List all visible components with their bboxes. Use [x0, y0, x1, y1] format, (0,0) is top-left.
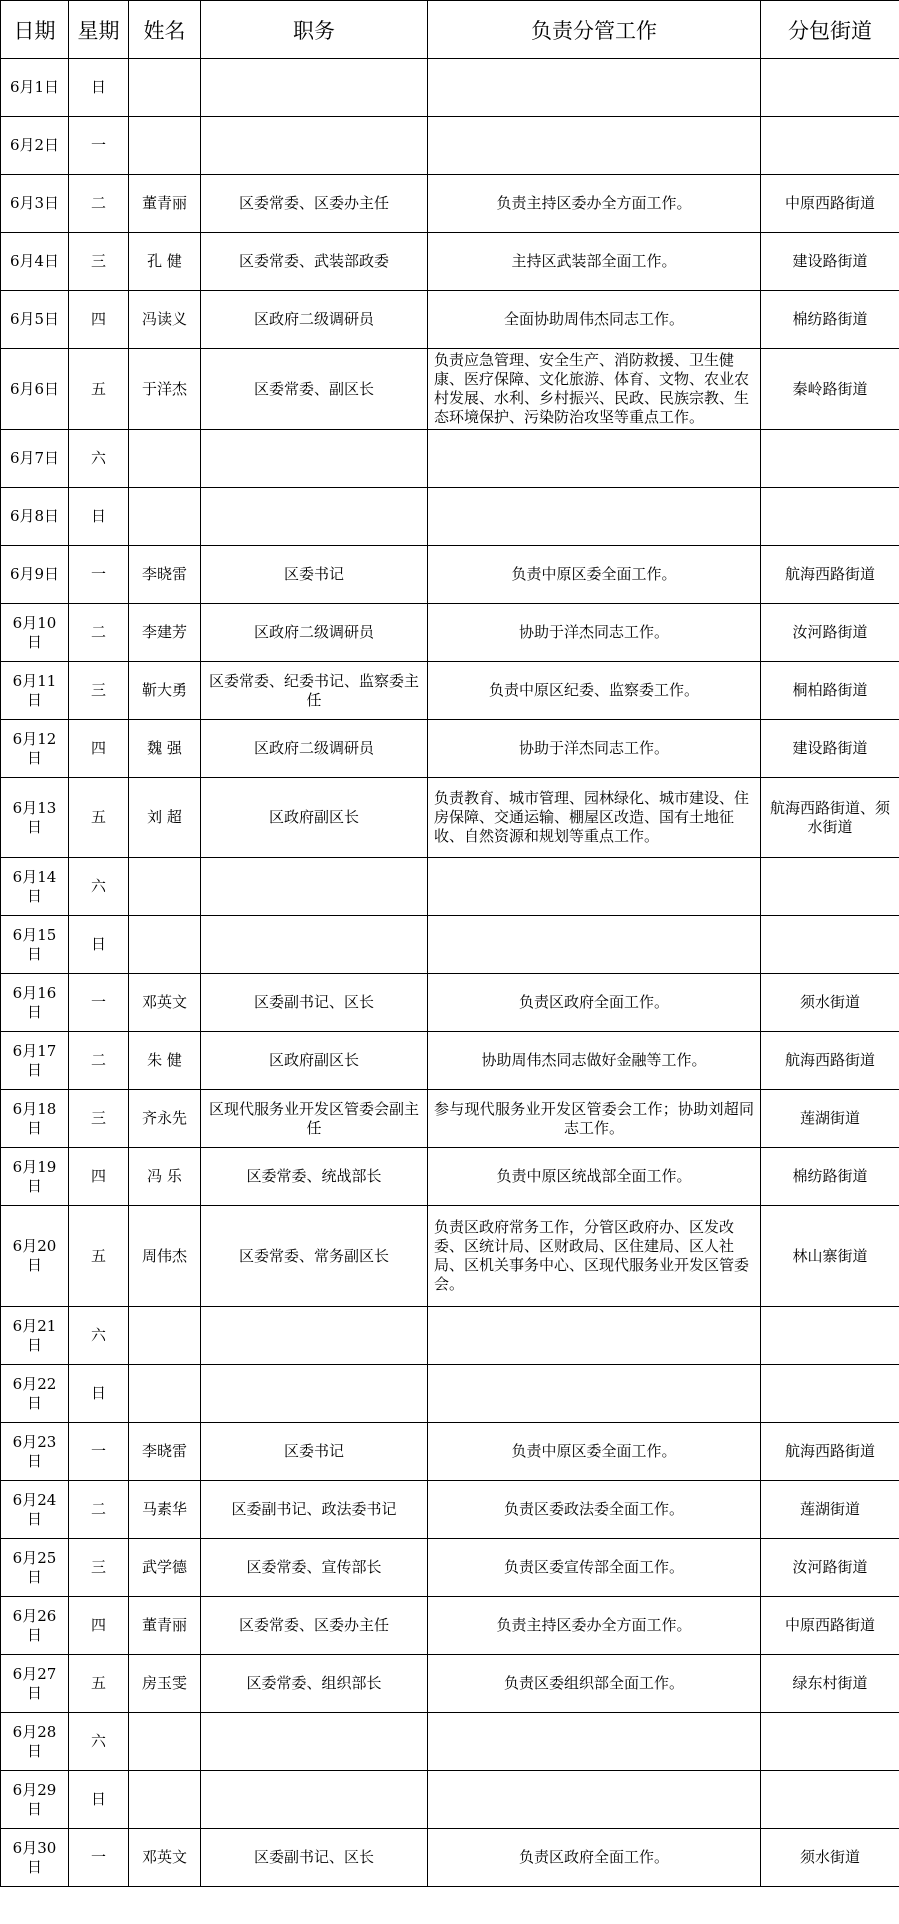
cell-street: [761, 430, 899, 488]
cell-date: 6月3日: [1, 175, 69, 233]
cell-post: 区委常委、武装部政委: [201, 233, 428, 291]
cell-name: 马素华: [129, 1481, 201, 1539]
table-row: [1, 1423, 899, 1481]
table-row: [1, 858, 899, 916]
cell-name: 于洋杰: [129, 349, 201, 430]
cell-date: 6月14日: [1, 858, 69, 916]
cell-street: [761, 59, 899, 117]
cell-post: 区委常委、组织部长: [201, 1655, 428, 1713]
cell-duty: [428, 1771, 761, 1829]
cell-weekday: 一: [69, 117, 129, 175]
table-row: [1, 1365, 899, 1423]
cell-name: 朱 健: [129, 1032, 201, 1090]
table-row: [1, 117, 899, 175]
cell-name: 靳大勇: [129, 662, 201, 720]
cell-weekday: 二: [69, 1481, 129, 1539]
cell-weekday: 五: [69, 349, 129, 430]
table-row: [1, 604, 899, 662]
table-row: [1, 1148, 899, 1206]
cell-name: 冯 乐: [129, 1148, 201, 1206]
cell-weekday: 六: [69, 430, 129, 488]
cell-post: [201, 1307, 428, 1365]
table-row: [1, 1032, 899, 1090]
cell-duty: 负责中原区委全面工作。: [428, 546, 761, 604]
cell-street: 中原西路街道: [761, 1597, 899, 1655]
cell-name: [129, 916, 201, 974]
cell-date: 6月26日: [1, 1597, 69, 1655]
cell-name: 李晓雷: [129, 1423, 201, 1481]
cell-weekday: 六: [69, 1713, 129, 1771]
table-row: [1, 1206, 899, 1307]
cell-duty: 负责中原区委全面工作。: [428, 1423, 761, 1481]
cell-post: 区委常委、副区长: [201, 349, 428, 430]
cell-name: 魏 强: [129, 720, 201, 778]
cell-street: 须水街道: [761, 974, 899, 1032]
cell-post: 区委副书记、区长: [201, 974, 428, 1032]
cell-weekday: 日: [69, 59, 129, 117]
cell-street: 莲湖街道: [761, 1481, 899, 1539]
cell-street: 林山寨街道: [761, 1206, 899, 1307]
header-row: [1, 1, 899, 59]
cell-name: [129, 1771, 201, 1829]
cell-weekday: 一: [69, 1829, 129, 1887]
cell-name: 李建芳: [129, 604, 201, 662]
table-row: [1, 1713, 899, 1771]
table-row: [1, 233, 899, 291]
cell-date: 6月2日: [1, 117, 69, 175]
cell-date: 6月16日: [1, 974, 69, 1032]
cell-post: [201, 916, 428, 974]
cell-street: [761, 1771, 899, 1829]
cell-duty: 参与现代服务业开发区管委会工作；协助刘超同志工作。: [428, 1090, 761, 1148]
table-row: [1, 1481, 899, 1539]
cell-date: 6月6日: [1, 349, 69, 430]
cell-street: 绿东村街道: [761, 1655, 899, 1713]
cell-date: 6月28日: [1, 1713, 69, 1771]
header-street: 分包街道: [761, 1, 899, 59]
cell-name: [129, 1713, 201, 1771]
cell-street: 中原西路街道: [761, 175, 899, 233]
cell-street: 秦岭路街道: [761, 349, 899, 430]
table-row: [1, 59, 899, 117]
cell-duty: [428, 117, 761, 175]
cell-duty: 负责区政府全面工作。: [428, 974, 761, 1032]
cell-street: 莲湖街道: [761, 1090, 899, 1148]
cell-duty: 全面协助周伟杰同志工作。: [428, 291, 761, 349]
cell-date: 6月9日: [1, 546, 69, 604]
table-row: [1, 546, 899, 604]
cell-weekday: 三: [69, 1539, 129, 1597]
cell-date: 6月8日: [1, 488, 69, 546]
cell-street: [761, 488, 899, 546]
table-row: [1, 916, 899, 974]
table-row: [1, 488, 899, 546]
cell-name: 邓英文: [129, 1829, 201, 1887]
table-row: [1, 662, 899, 720]
cell-weekday: 六: [69, 858, 129, 916]
cell-post: 区现代服务业开发区管委会副主任: [201, 1090, 428, 1148]
cell-street: 桐柏路街道: [761, 662, 899, 720]
cell-post: 区政府二级调研员: [201, 720, 428, 778]
cell-name: [129, 1365, 201, 1423]
cell-weekday: 四: [69, 1148, 129, 1206]
cell-date: 6月23日: [1, 1423, 69, 1481]
cell-name: 董青丽: [129, 1597, 201, 1655]
cell-post: 区委书记: [201, 546, 428, 604]
cell-post: 区委常委、区委办主任: [201, 175, 428, 233]
cell-street: [761, 1365, 899, 1423]
cell-weekday: 五: [69, 778, 129, 858]
cell-name: [129, 430, 201, 488]
cell-duty: 负责中原区统战部全面工作。: [428, 1148, 761, 1206]
cell-weekday: 二: [69, 1032, 129, 1090]
cell-post: [201, 1771, 428, 1829]
cell-date: 6月17日: [1, 1032, 69, 1090]
table-row: [1, 1655, 899, 1713]
cell-post: [201, 1365, 428, 1423]
cell-duty: 协助于洋杰同志工作。: [428, 720, 761, 778]
cell-name: [129, 488, 201, 546]
cell-name: [129, 117, 201, 175]
cell-post: 区委书记: [201, 1423, 428, 1481]
table-row: [1, 291, 899, 349]
cell-post: [201, 430, 428, 488]
cell-post: 区委常委、统战部长: [201, 1148, 428, 1206]
cell-street: 汝河路街道: [761, 1539, 899, 1597]
table-row: [1, 778, 899, 858]
cell-duty: 负责应急管理、安全生产、消防救援、卫生健康、医疗保障、文化旅游、体育、文物、农业农村发展、水利、乡村振兴、民政、民族宗教、生态环境保护、污染防治攻坚等重点工作。: [428, 349, 761, 430]
cell-weekday: 四: [69, 291, 129, 349]
cell-name: [129, 1307, 201, 1365]
cell-post: [201, 1713, 428, 1771]
cell-duty: 主持区武装部全面工作。: [428, 233, 761, 291]
cell-name: 齐永先: [129, 1090, 201, 1148]
cell-post: 区委常委、纪委书记、监察委主任: [201, 662, 428, 720]
cell-duty: [428, 916, 761, 974]
cell-weekday: 二: [69, 175, 129, 233]
cell-duty: [428, 858, 761, 916]
cell-duty: 负责区政府全面工作。: [428, 1829, 761, 1887]
cell-post: 区政府副区长: [201, 778, 428, 858]
cell-post: 区委副书记、政法委书记: [201, 1481, 428, 1539]
cell-name: 周伟杰: [129, 1206, 201, 1307]
cell-date: 6月22日: [1, 1365, 69, 1423]
cell-name: 房玉雯: [129, 1655, 201, 1713]
cell-duty: [428, 430, 761, 488]
cell-date: 6月7日: [1, 430, 69, 488]
cell-name: 冯读义: [129, 291, 201, 349]
cell-name: 武学德: [129, 1539, 201, 1597]
cell-weekday: 一: [69, 546, 129, 604]
cell-date: 6月29日: [1, 1771, 69, 1829]
header-weekday: 星期: [69, 1, 129, 59]
cell-weekday: 一: [69, 974, 129, 1032]
cell-date: 6月11日: [1, 662, 69, 720]
cell-street: 航海西路街道: [761, 1032, 899, 1090]
cell-date: 6月15日: [1, 916, 69, 974]
cell-street: 棉纺路街道: [761, 1148, 899, 1206]
cell-date: 6月18日: [1, 1090, 69, 1148]
cell-date: 6月20日: [1, 1206, 69, 1307]
table-row: [1, 720, 899, 778]
cell-post: 区政府副区长: [201, 1032, 428, 1090]
table-row: [1, 1307, 899, 1365]
table-row: [1, 1771, 899, 1829]
cell-name: 孔 健: [129, 233, 201, 291]
cell-weekday: 三: [69, 1090, 129, 1148]
cell-post: 区委常委、常务副区长: [201, 1206, 428, 1307]
cell-street: 航海西路街道: [761, 1423, 899, 1481]
cell-post: 区委副书记、区长: [201, 1829, 428, 1887]
header-post: 职务: [201, 1, 428, 59]
table-row: [1, 349, 899, 430]
cell-name: 邓英文: [129, 974, 201, 1032]
cell-date: 6月30日: [1, 1829, 69, 1887]
cell-duty: [428, 59, 761, 117]
cell-date: 6月4日: [1, 233, 69, 291]
cell-name: [129, 858, 201, 916]
cell-street: [761, 1307, 899, 1365]
cell-duty: 负责区委宣传部全面工作。: [428, 1539, 761, 1597]
cell-duty: 负责区政府常务工作，分管区政府办、区发改委、区统计局、区财政局、区住建局、区人社局、区机关事务中心、区现代服务业开发区管委会。: [428, 1206, 761, 1307]
cell-street: [761, 1713, 899, 1771]
cell-duty: 负责主持区委办全方面工作。: [428, 175, 761, 233]
cell-post: [201, 488, 428, 546]
cell-duty: [428, 488, 761, 546]
cell-street: [761, 916, 899, 974]
cell-weekday: 五: [69, 1206, 129, 1307]
cell-weekday: 三: [69, 662, 129, 720]
cell-duty: [428, 1713, 761, 1771]
cell-name: [129, 59, 201, 117]
cell-post: 区委常委、区委办主任: [201, 1597, 428, 1655]
cell-date: 6月13日: [1, 778, 69, 858]
cell-street: 须水街道: [761, 1829, 899, 1887]
cell-post: 区政府二级调研员: [201, 291, 428, 349]
cell-street: 航海西路街道、须水街道: [761, 778, 899, 858]
cell-street: 汝河路街道: [761, 604, 899, 662]
cell-weekday: 二: [69, 604, 129, 662]
cell-name: 李晓雷: [129, 546, 201, 604]
cell-duty: 负责区委组织部全面工作。: [428, 1655, 761, 1713]
cell-date: 6月10日: [1, 604, 69, 662]
cell-duty: 负责中原区纪委、监察委工作。: [428, 662, 761, 720]
cell-name: 董青丽: [129, 175, 201, 233]
cell-street: [761, 858, 899, 916]
header-date: 日期: [1, 1, 69, 59]
cell-date: 6月25日: [1, 1539, 69, 1597]
table-row: [1, 1539, 899, 1597]
table-row: [1, 1090, 899, 1148]
table-row: [1, 175, 899, 233]
cell-weekday: 日: [69, 488, 129, 546]
table-row: [1, 1597, 899, 1655]
cell-post: 区政府二级调研员: [201, 604, 428, 662]
cell-weekday: 三: [69, 233, 129, 291]
cell-street: 建设路街道: [761, 720, 899, 778]
cell-date: 6月27日: [1, 1655, 69, 1713]
table-row: [1, 430, 899, 488]
cell-date: 6月1日: [1, 59, 69, 117]
header-name: 姓名: [129, 1, 201, 59]
cell-street: 建设路街道: [761, 233, 899, 291]
cell-date: 6月12日: [1, 720, 69, 778]
table-row: [1, 1829, 899, 1887]
cell-street: 棉纺路街道: [761, 291, 899, 349]
cell-weekday: 一: [69, 1423, 129, 1481]
cell-weekday: 四: [69, 1597, 129, 1655]
cell-duty: 协助于洋杰同志工作。: [428, 604, 761, 662]
cell-duty: 负责主持区委办全方面工作。: [428, 1597, 761, 1655]
cell-weekday: 日: [69, 916, 129, 974]
cell-duty: 负责区委政法委全面工作。: [428, 1481, 761, 1539]
cell-duty: [428, 1307, 761, 1365]
cell-duty: 负责教育、城市管理、园林绿化、城市建设、住房保障、交通运输、棚屋区改造、国有土地征收、自然资源和规划等重点工作。: [428, 778, 761, 858]
cell-duty: [428, 1365, 761, 1423]
cell-street: 航海西路街道: [761, 546, 899, 604]
cell-name: 刘 超: [129, 778, 201, 858]
cell-post: [201, 117, 428, 175]
header-duty: 负责分管工作: [428, 1, 761, 59]
cell-date: 6月24日: [1, 1481, 69, 1539]
cell-duty: 协助周伟杰同志做好金融等工作。: [428, 1032, 761, 1090]
cell-post: 区委常委、宣传部长: [201, 1539, 428, 1597]
cell-post: [201, 858, 428, 916]
cell-weekday: 五: [69, 1655, 129, 1713]
cell-street: [761, 117, 899, 175]
table-row: [1, 974, 899, 1032]
cell-date: 6月5日: [1, 291, 69, 349]
cell-weekday: 四: [69, 720, 129, 778]
cell-post: [201, 59, 428, 117]
cell-weekday: 日: [69, 1771, 129, 1829]
cell-weekday: 日: [69, 1365, 129, 1423]
cell-date: 6月21日: [1, 1307, 69, 1365]
cell-date: 6月19日: [1, 1148, 69, 1206]
cell-weekday: 六: [69, 1307, 129, 1365]
